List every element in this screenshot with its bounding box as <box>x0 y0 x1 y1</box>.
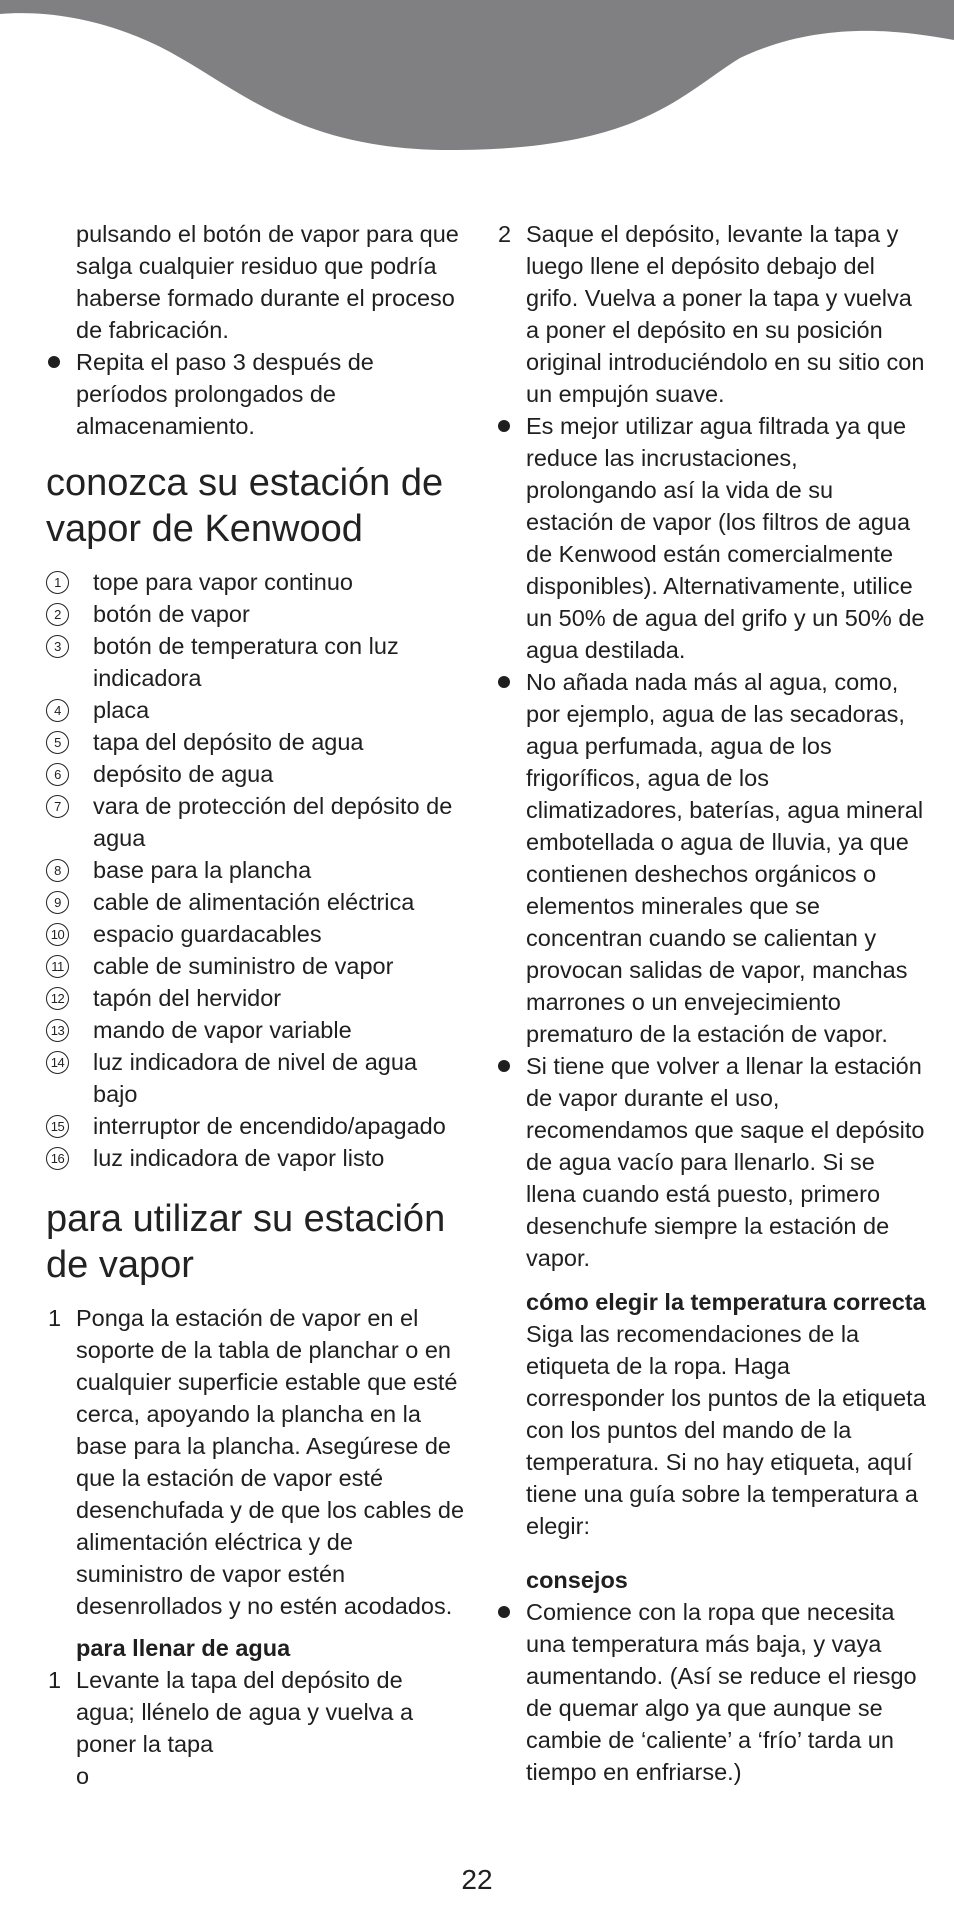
bullet-icon <box>498 420 510 432</box>
intro-continuation: pulsando el botón de vapor para que salga cualquier residuo que podría haberse formado durante el proceso de fabricación. <box>76 221 459 343</box>
bullet-icon <box>48 356 60 368</box>
subheading-tips: consejos <box>526 1567 628 1593</box>
step-2: 2 Saque el depósito, levante la tapa y luego llene el depósito debajo del grifo. Vuelva a poner la tapa y vuelva a poner el depósito en su posición original introduciéndolo en su sitio con un empujón suave. <box>498 221 925 407</box>
list-item: 10 espacio guardacables <box>46 918 466 950</box>
circled-number-icon: 12 <box>46 987 69 1010</box>
parts-list <box>46 566 466 1174</box>
list-item: 2 botón de vapor <box>46 598 466 630</box>
bullet-refill: Si tiene que volver a llenar la estación de vapor durante el uso, recomendamos que saque el depósito de agua vacío para llenarlo. Si se llena cuando está puesto, primero desenchufe siempre la estación de vapor. <box>496 1050 926 1274</box>
page-number: 22 <box>461 1864 493 1895</box>
right-column <box>496 218 926 1788</box>
circled-number-icon: 6 <box>46 763 69 786</box>
circled-number-icon: 13 <box>46 1019 69 1042</box>
bullet-icon <box>498 676 510 688</box>
list-item: 12 tapón del hervidor <box>46 982 466 1014</box>
circled-number-icon: 15 <box>46 1115 69 1138</box>
circled-number-icon: 9 <box>46 891 69 914</box>
circled-number-icon: 10 <box>46 923 69 946</box>
left-column <box>46 218 466 1792</box>
temperature-text: Siga las recomendaciones de la etiqueta de la ropa. Haga corresponder los puntos de la etiqueta con los puntos del mando de la temperatura. Si no hay etiqueta, aquí tiene una guía sobre la temperatura a elegir: <box>526 1321 926 1539</box>
bullet-icon <box>498 1606 510 1618</box>
list-item: 1 tope para vapor continuo <box>46 566 466 598</box>
subheading-temperature: cómo elegir la temperatura correcta <box>526 1289 926 1315</box>
subheading-fill-water: para llenar de agua <box>76 1635 291 1661</box>
list-item: 6 depósito de agua <box>46 758 466 790</box>
circled-number-icon: 3 <box>46 635 69 658</box>
list-item: 5 tapa del depósito de agua <box>46 726 466 758</box>
bullet-filtered-water: Es mejor utilizar agua filtrada ya que reduce las incrustaciones, prolongando así la vida de su estación de vapor (los filtros de agua de Kenwood están comercialmente disponibles). Alternativamente, utilice un 50% de agua del grifo y un 50% de agua destilada. <box>496 410 926 666</box>
list-item: 8 base para la plancha <box>46 854 466 886</box>
header-wave-band <box>0 0 954 160</box>
list-item: 11 cable de suministro de vapor <box>46 950 466 982</box>
circled-number-icon: 1 <box>46 571 69 594</box>
bullet-icon <box>498 1060 510 1072</box>
list-item: 16 luz indicadora de vapor listo <box>46 1142 466 1174</box>
circled-number-icon: 14 <box>46 1051 69 1074</box>
list-item: 14 luz indicadora de nivel de agua bajo <box>46 1046 466 1110</box>
circled-number-icon: 4 <box>46 699 69 722</box>
circled-number-icon: 2 <box>46 603 69 626</box>
list-item: 9 cable de alimentación eléctrica <box>46 886 466 918</box>
section-title-know-your-station: conozca su estación de vapor de Kenwood <box>46 462 444 550</box>
intro-bullet: Repita el paso 3 después de períodos prolongados de almacenamiento. <box>46 346 466 442</box>
section-title-use-your-station: para utilizar su estación de vapor <box>46 1198 446 1286</box>
step-1: 1 Ponga la estación de vapor en el soporte de la tabla de planchar o en cualquier superficie estable que esté cerca, apoyando la plancha en la base para la plancha. Asegúrese de que la estación de vapor esté desenchufada y de que los cables de alimentación eléctrica y de suministro de vapor estén desenrollados y no estén acodados. <box>48 1305 465 1619</box>
circled-number-icon: 16 <box>46 1147 69 1170</box>
list-item: 7 vara de protección del depósito de agua <box>46 790 466 854</box>
fill-step-1: 1 Levante la tapa del depósito de agua; llénelo de agua y vuelva a poner la tapa <box>48 1667 414 1757</box>
bullet-no-additives: No añada nada más al agua, como, por ejemplo, agua de las secadoras, agua perfumada, agua de los frigoríficos, agua de los climatizadores, baterías, agua mineral embotellada o agua de lluvia, ya que contienen deshechos orgánicos o elementos minerales que se concentran cuando se calientan y provocan salidas de vapor, manchas marrones o un envejecimiento prematuro de la estación de vapor. <box>496 666 926 1050</box>
bullet-tip-1: Comience con la ropa que necesita una temperatura más baja, y vaya aumentando. (Así se reduce el riesgo de quemar algo ya que aunque se cambie de ‘caliente’ a ‘frío’ tarda un tiempo en enfriarse.) <box>496 1596 926 1788</box>
fill-or: o <box>76 1763 90 1789</box>
circled-number-icon: 8 <box>46 859 69 882</box>
list-item: 13 mando de vapor variable <box>46 1014 466 1046</box>
circled-number-icon: 11 <box>46 955 69 978</box>
circled-number-icon: 5 <box>46 731 69 754</box>
list-item: 15 interruptor de encendido/apagado <box>46 1110 466 1142</box>
list-item: 3 botón de temperatura con luz indicadora <box>46 630 466 694</box>
circled-number-icon: 7 <box>46 795 69 818</box>
list-item: 4 placa <box>46 694 466 726</box>
